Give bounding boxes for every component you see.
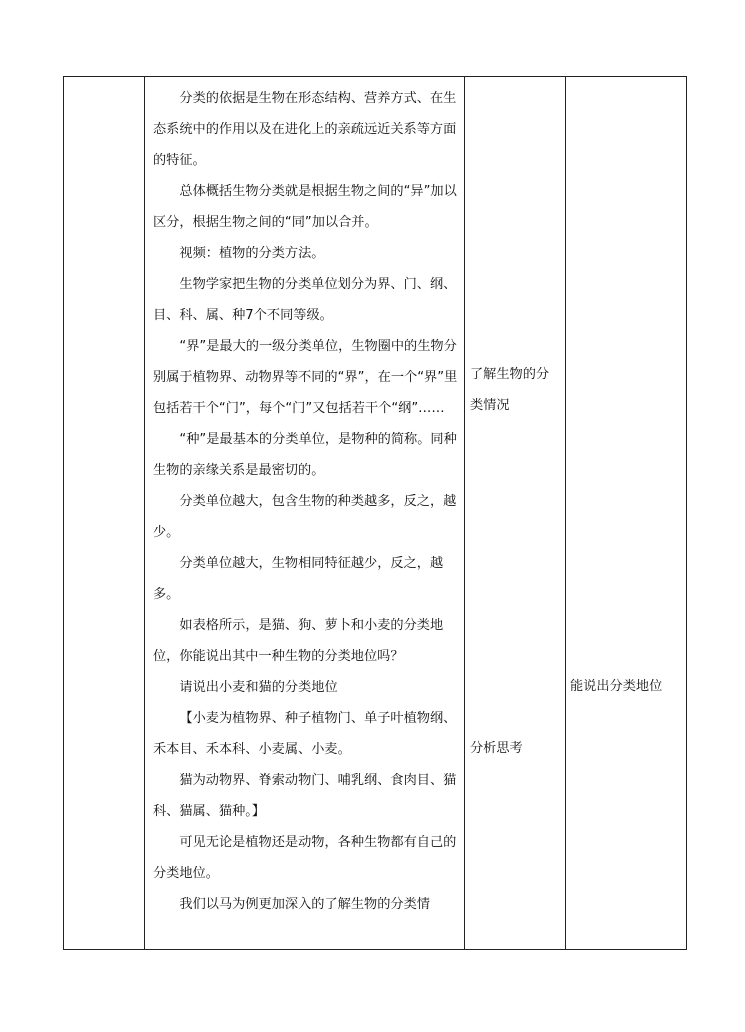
student-activity-cell xyxy=(465,77,566,950)
paragraph-conclusion: 可见无论是植物还是动物，各种生物都有自己的分类地位。 xyxy=(153,835,457,881)
paragraph-horse: 我们以马为例更加深入的了解生物的分类情 xyxy=(179,897,430,912)
paragraph-larger-unit-fewer-features: 分类单位越大，生物相同特征越少，反之，越多。 xyxy=(153,556,444,602)
paragraph-prompt: 请说出小麦和猫的分类地位 xyxy=(179,680,338,695)
design-intent-text: 能说出分类地位 xyxy=(570,679,663,694)
paragraph-video: 视频：植物的分类方法。 xyxy=(179,246,325,261)
paragraph-kingdom: “界”是最大的一级分类单位，生物圈中的生物分别属于植物界、动物界等不同的“界”，在一个“界”里包括若干个“门”，每个“门”又包括若干个“纲”…… xyxy=(153,339,458,416)
paragraph-cat: 猫为动物界、脊索动物门、哺乳纲、食肉目、猫科、猫属、猫种。】 xyxy=(153,773,457,819)
paragraph-table-question: 如表格所示，是猫、狗、萝卜和小麦的分类地位，你能说出其中一种生物的分类地位吗？ xyxy=(153,618,444,664)
paragraph-larger-unit-more-kinds: 分类单位越大，包含生物的种类越多，反之，越少。 xyxy=(153,494,457,540)
paragraph-species: “种”是最基本的分类单位，是物种的简称。同种生物的亲缘关系是最密切的。 xyxy=(153,432,457,478)
student-activity-understand: 了解生物的分类情况 xyxy=(470,367,550,413)
paragraph-summary: 总体概括生物分类就是根据生物之间的“异”加以区分，根据生物之间的“同”加以合并。 xyxy=(153,184,457,230)
blank-cell xyxy=(64,77,145,950)
teaching-content-cell xyxy=(145,77,465,950)
teaching-content xyxy=(145,77,464,920)
design-intent-cell xyxy=(566,77,687,950)
paragraph-wheat: 【小麦为植物界、种子植物门、单子叶植物纲、禾本目、禾本科、小麦属、小麦。 xyxy=(153,711,457,757)
paragraph-seven-levels: 生物学家把生物的分类单位划分为界、门、纲、目、科、属、种7个不同等级。 xyxy=(153,277,457,323)
student-activity-analyze: 分析思考 xyxy=(470,741,523,756)
table-row xyxy=(64,77,687,950)
paragraph-classification-basis: 分类的依据是生物在形态结构、营养方式、在生态系统中的作用以及在进化上的亲疏远近关系等方面的特征。 xyxy=(153,91,457,168)
lesson-table xyxy=(63,76,687,950)
